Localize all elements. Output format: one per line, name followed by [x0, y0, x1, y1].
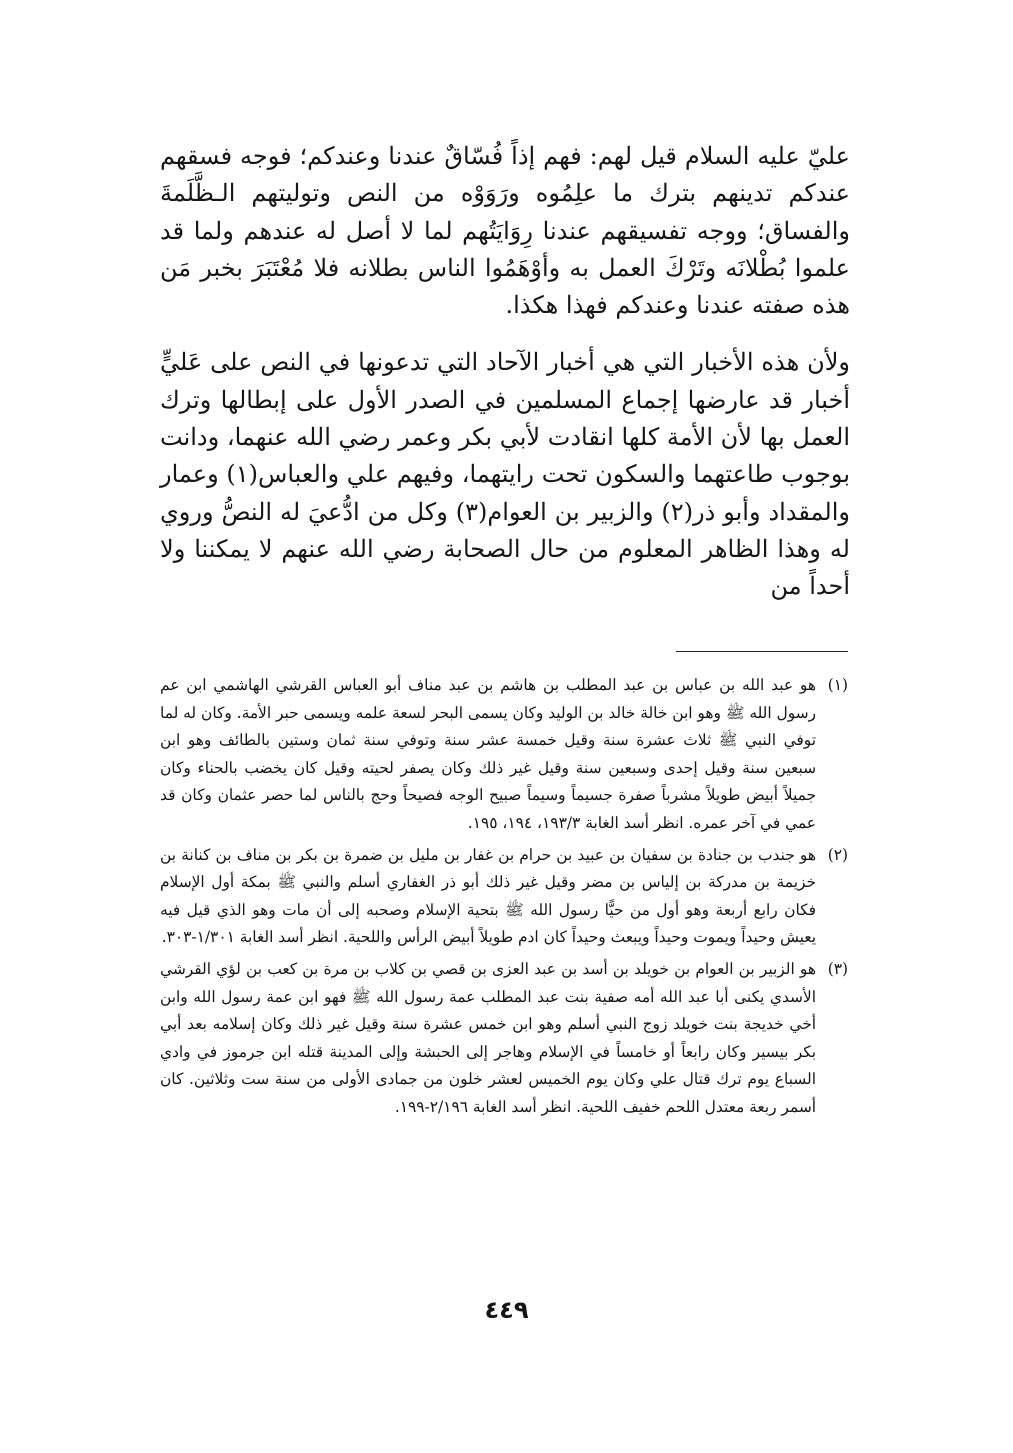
footnote-text: هو عبد الله بن عباس بن عبد المطلب بن هاشم بن عبد مناف أبو العباس القرشي الهاشمي ابن عم رسول الله ﷺ وهو ابن خالة خالد بن الوليد وكان يسمى البحر لسعة علمه ويسمى حبر الأمة. وكان له لما توفي النبي ﷺ ثلاث عشرة سنة وقيل خمسة عشر سنة وتوفي سنة ثمان وستين بالطائف وهو ابن سبعين سنة وقيل إحدى وسبعين سنة وقيل غير ذلك وكان يصفر لحيته وقيل كان يخضب بالحناء وكان جميلاً أبيض طويلاً مشرباً صفرة جسيماً وسيماً صبيح الوجه فصيحاً وحج بالناس لما حصر عثمان وكان قد عمي في آخر عمره. انظر أسد الغابة ١٩٣/٣، ١٩٤، ١٩٥. [160, 676, 816, 832]
footnote-3 [160, 956, 848, 1122]
footnote-number: (٢) [827, 845, 848, 864]
footnote-separator [676, 651, 848, 652]
footnote-2 [160, 842, 848, 952]
footnotes [160, 672, 848, 1126]
footnote-text: هو جندب بن جنادة بن سفيان بن عبيد بن حرام بن غفار بن مليل بن ضمرة بن بكر بن مناف بن كنانة بن خزيمة بن مدركة بن إلياس بن مضر وقيل غير ذلك أبو ذر الغفاري أسلم والنبي ﷺ بمكة أول الإسلام فكان رابع أربعة وهو أول من حيًّا رسول الله ﷺ بتحية الإسلام وصحبه إلى أن مات وهو الذي قيل فيه يعيش وحيداً ويموت وحيداً ويبعث وحيداً كان ادم طويلاً أبيض الرأس واللحية. انظر أسد الغابة ١/٣٠١-٣٠٣. [160, 845, 816, 947]
main-text [160, 138, 850, 606]
page-number: ٤٤٩ [484, 1296, 529, 1324]
footnote-1 [160, 672, 848, 838]
main-paragraph-2: ولأن هذه الأخبار التي هي أخبار الآحاد التي تدعونها في النص على عَليٍّ أخبار قد عارضها إجماع المسلمين في الصدر الأول على إبطالها وترك العمل بها لأن الأمة كلها انقادت لأبي بكر وعمر رضي الله عنهما، ودانت بوجوب طاعتهما والسكون تحت رايتهما، وفيهم علي والعباس(١) وعمار والمقداد وأبو ذر(٢) والزبير بن العوام(٣) وكل من ادُّعيَ له النصُّ وروي له وهذا الظاهر المعلوم من حال الصحابة رضي الله عنهم لا يمكننا ولا أحداً من [160, 348, 850, 601]
main-paragraph-1: عليّ عليه السلام قيل لهم: فهم إذاً فُسّاقٌ عندنا وعندكم؛ فوجه فسقهم عندكم تدينهم بترك ما علِمُوه ورَوَوْه من النص وتوليتهم الـظَّلَمةَ والفساق؛ ووجه تفسيقهم عندنا رِوَايَتُهم لما لا أصل له عندهم ولما قد علموا بُطْلانَه وتَرْكَ العمل به وأوْهَمُوا الناس بطلانه فلا مُعْتَبَرَ بخبر مَن هذه صفته عندنا وعندكم فهذا هكذا. [160, 142, 850, 320]
footnote-text: هو الزبير بن العوام بن خويلد بن أسد بن عبد العزى بن قصي بن كلاب بن مرة بن كعب بن لؤي القرشي الأسدي يكنى أبا عبد الله أمه صفية بنت عبد المطلب عمة رسول الله ﷺ فهو ابن عمة رسول الله وابن أخي خديجة بنت خويلد زوج النبي أسلم وهو ابن خمس عشرة سنة وقيل غير ذلك وكان إسلامه بعد أبي بكر بيسير وكان رابعاً أو خامساً في الإسلام وهاجر إلى الحبشة وإلى المدينة قتله ابن جرموز في وادي السباع يوم ترك قتال علي وكان يوم الخميس لعشر خلون من جمادى الأولى من سنة ست وثلاثين. كان أسمر ربعة معتدل اللحم خفيف اللحية. انظر أسد الغابة ٢/١٩٦-١٩٩. [160, 959, 816, 1116]
footnote-number: (٣) [827, 959, 848, 978]
footnote-number: (١) [827, 676, 848, 694]
